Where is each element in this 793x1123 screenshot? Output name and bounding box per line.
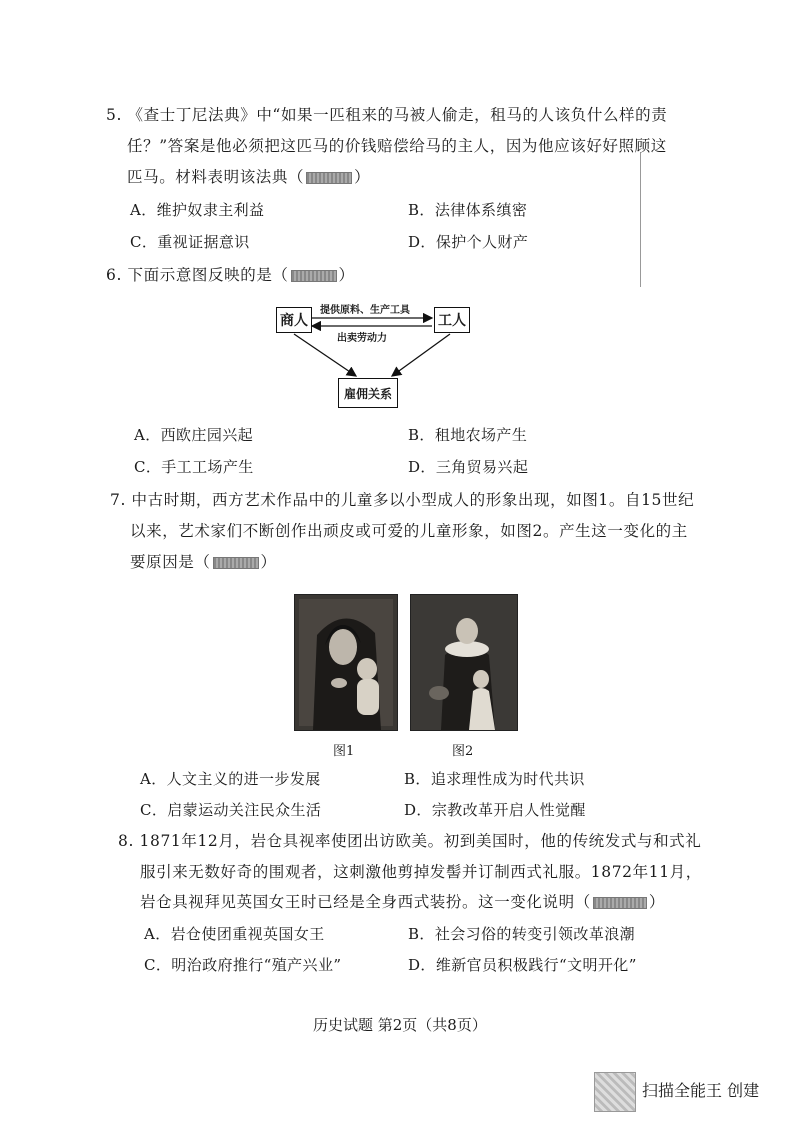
employment-relation-box: 雇佣关系 xyxy=(338,378,398,408)
q5-line2: 任？”答案是他必须把这匹马的价钱赔偿给马的主人，因为他应该好好照顾这 xyxy=(127,137,667,155)
merchant-box: 商人 xyxy=(276,307,312,333)
q8-line3: 岩仓具视拜见英国女王时已经是全身西式装扮。这一变化说明（ ） xyxy=(140,893,665,911)
page-footer: 历史试题 第2页（共8页） xyxy=(313,1016,487,1034)
figure-1-caption: 图1 xyxy=(333,744,355,759)
figure-1-madonna-painting xyxy=(294,594,398,731)
worker-box: 工人 xyxy=(434,307,470,333)
q6-stem: 6. 下面示意图反映的是（ ） xyxy=(106,266,355,284)
answer-blank[interactable] xyxy=(213,557,259,569)
scanner-watermark: 扫描全能王 创建 xyxy=(642,1081,760,1100)
madonna-child-image xyxy=(295,595,397,730)
q5-option-b[interactable]: B．法律体系缜密 xyxy=(408,201,528,219)
q7-option-c[interactable]: C．启蒙运动关注民众生活 xyxy=(140,801,322,819)
q8-line1: 8. 1871年12月，岩仓具视率使团出访欧美。初到美国时，他的传统发式与和式礼 xyxy=(118,832,702,850)
employment-diagram xyxy=(272,298,472,410)
q6-option-d[interactable]: D．三角贸易兴起 xyxy=(408,458,529,476)
q7-line2: 以来，艺术家们不断创作出顽皮或可爱的儿童形象，如图2。产生这一变化的主 xyxy=(130,522,688,540)
q7-line3: 要原因是（ ） xyxy=(130,553,277,571)
figure-2-portrait-painting xyxy=(410,594,518,731)
q5-option-d[interactable]: D．保护个人财产 xyxy=(408,233,529,251)
bottom-arrow-label: 出卖劳动力 xyxy=(337,333,387,344)
answer-blank[interactable] xyxy=(291,270,337,282)
q5-option-a[interactable]: A．维护奴隶主利益 xyxy=(130,201,265,219)
q5-line3: 匹马。材料表明该法典（ ） xyxy=(127,168,371,186)
q7-option-b[interactable]: B．追求理性成为时代共识 xyxy=(404,770,585,788)
q8-line2: 服引来无数好奇的围观者，这刺激他剪掉发髻并订制西式礼服。1872年11月， xyxy=(140,863,702,881)
scan-artifact-line xyxy=(640,152,641,287)
q8-option-d[interactable]: D．维新官员积极践行“文明开化” xyxy=(408,956,637,974)
answer-blank[interactable] xyxy=(306,172,352,184)
q6-option-b[interactable]: B．租地农场产生 xyxy=(408,426,528,444)
q5-option-c[interactable]: C．重视证据意识 xyxy=(130,233,250,251)
q7-line1: 7. 中古时期，西方艺术作品中的儿童多以小型成人的形象出现，如图1。自15世纪 xyxy=(110,491,695,509)
q7-option-d[interactable]: D．宗教改革开启人性觉醒 xyxy=(404,801,586,819)
top-arrow-label: 提供原料、生产工具 xyxy=(320,305,410,316)
q6-option-c[interactable]: C．手工工场产生 xyxy=(134,458,254,476)
q6-option-a[interactable]: A．西欧庄园兴起 xyxy=(134,426,254,444)
mother-child-portrait-image xyxy=(411,595,517,730)
q8-option-a[interactable]: A．岩仓使团重视英国女王 xyxy=(144,925,325,943)
q8-option-b[interactable]: B．社会习俗的转变引领改革浪潮 xyxy=(408,925,636,943)
q5-line1: 5. 《查士丁尼法典》中“如果一匹租来的马被人偷走，租马的人该负什么样的责 xyxy=(106,106,668,124)
q7-option-a[interactable]: A．人文主义的进一步发展 xyxy=(140,770,321,788)
qr-code-icon xyxy=(594,1072,636,1112)
q8-option-c[interactable]: C．明治政府推行“殖产兴业” xyxy=(144,956,342,974)
figure-2-caption: 图2 xyxy=(452,744,474,759)
answer-blank[interactable] xyxy=(593,897,647,909)
